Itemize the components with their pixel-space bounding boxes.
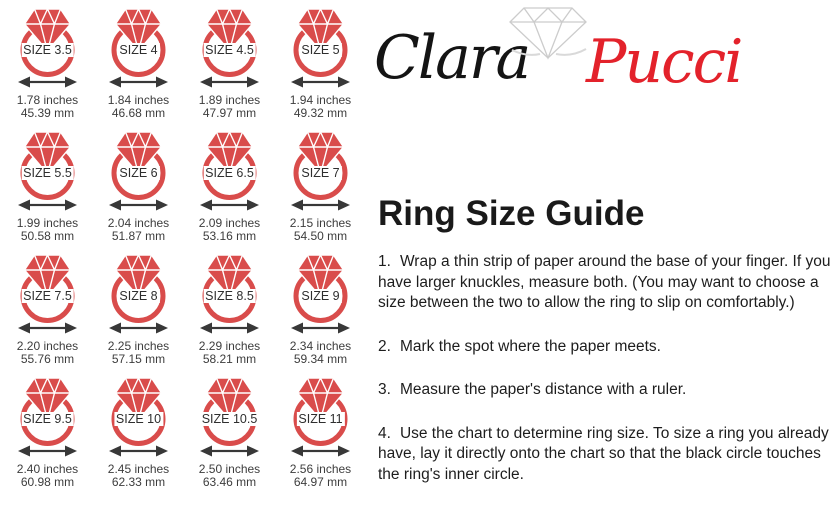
- ring-size-cell: [2, 6, 93, 129]
- ring-size-label: SIZE 4.5: [205, 43, 254, 57]
- diameter-arrow-icon: [291, 200, 350, 211]
- ring-size-cell: [275, 252, 366, 375]
- brand-logo: [372, 6, 792, 106]
- ring-size-label: SIZE 5: [301, 43, 340, 57]
- diameter-arrow-icon: [18, 446, 77, 457]
- diameter-arrow-icon: [291, 446, 350, 457]
- ring-mm: 55.76 mm: [20, 351, 75, 366]
- ring-size-label: SIZE 9.5: [23, 412, 72, 426]
- ring-measurements: [290, 463, 351, 488]
- ring-illustration: [93, 375, 184, 459]
- ring-measurements: [290, 94, 351, 119]
- ring-inches: 2.29 inches: [198, 339, 261, 353]
- ring-size-label: SIZE 8.5: [205, 289, 254, 303]
- ring-illustration: [93, 6, 184, 90]
- ring-size-cell: [93, 252, 184, 375]
- ring-size-label: SIZE 7: [301, 166, 340, 180]
- ring-illustration: [275, 375, 366, 459]
- ring-mm: 57.15 mm: [111, 351, 166, 366]
- ring-measurements: [17, 340, 78, 365]
- ring-size-label: SIZE 7.5: [23, 289, 72, 303]
- ring-illustration: [2, 375, 93, 459]
- ring-size-cell: [2, 129, 93, 252]
- ring-inches: 1.99 inches: [16, 216, 79, 230]
- diameter-arrow-icon: [109, 323, 168, 334]
- ring-size-label: SIZE 6: [119, 166, 158, 180]
- ring-measurements: [199, 217, 260, 242]
- ring-measurements: [290, 340, 351, 365]
- instruction-text: Measure the paper's distance with a ruler.: [399, 381, 687, 398]
- diameter-arrow-icon: [18, 323, 77, 334]
- ring-mm: 60.98 mm: [20, 474, 75, 489]
- ring-size-cell: [184, 252, 275, 375]
- ring-mm: 51.87 mm: [111, 228, 166, 243]
- ring-measurements: [108, 217, 169, 242]
- ring-inches: 1.89 inches: [198, 93, 261, 107]
- diameter-arrow-icon: [18, 77, 77, 88]
- ring-inches: 2.25 inches: [107, 339, 170, 353]
- instruction-number: 1.: [378, 253, 391, 270]
- ring-illustration: [184, 129, 275, 213]
- ring-size-cell: [184, 6, 275, 129]
- ring-mm: 58.21 mm: [202, 351, 257, 366]
- ring-mm: 62.33 mm: [111, 474, 166, 489]
- diameter-arrow-icon: [109, 446, 168, 457]
- ring-mm: 59.34 mm: [293, 351, 348, 366]
- ring-size-cell: [93, 375, 184, 498]
- ring-inches: 2.20 inches: [16, 339, 79, 353]
- ring-illustration: [184, 6, 275, 90]
- ring-mm: 47.97 mm: [202, 105, 257, 120]
- diameter-arrow-icon: [18, 200, 77, 211]
- ring-measurements: [199, 340, 260, 365]
- ring-measurements: [17, 217, 78, 242]
- ring-mm: 49.32 mm: [293, 105, 348, 120]
- ring-illustration: [2, 6, 93, 90]
- ring-mm: 50.58 mm: [20, 228, 75, 243]
- instruction-number: 2.: [378, 337, 391, 355]
- ring-size-label: SIZE 10: [115, 412, 162, 426]
- ring-size-cell: [275, 129, 366, 252]
- ring-mm: 53.16 mm: [202, 228, 257, 243]
- instruction-item: [378, 337, 834, 358]
- ring-inches: 2.04 inches: [107, 216, 170, 230]
- ring-measurements: [290, 217, 351, 242]
- ring-size-chart: [2, 6, 366, 498]
- diameter-arrow-icon: [291, 77, 350, 88]
- ring-mm: 64.97 mm: [293, 474, 348, 489]
- instruction-item: [378, 252, 834, 314]
- instruction-number: 4.: [378, 424, 391, 442]
- diameter-arrow-icon: [291, 323, 350, 334]
- ring-size-label: SIZE 10.5: [201, 412, 258, 426]
- ring-inches: 2.15 inches: [289, 216, 352, 230]
- ring-size-label: SIZE 3.5: [23, 43, 72, 57]
- ring-illustration: [93, 252, 184, 336]
- ring-illustration: [275, 252, 366, 336]
- ring-size-cell: [275, 375, 366, 498]
- diameter-arrow-icon: [200, 77, 259, 88]
- brand-word-clara: Clara: [374, 23, 530, 93]
- ring-size-cell: [275, 6, 366, 129]
- ring-illustration: [184, 252, 275, 336]
- ring-mm: 45.39 mm: [20, 105, 75, 120]
- ring-illustration: [2, 252, 93, 336]
- ring-measurements: [199, 94, 260, 119]
- ring-size-label: SIZE 8: [119, 289, 158, 303]
- brand-word-pucci: Pucci: [586, 27, 742, 97]
- ring-size-label: SIZE 9: [301, 289, 340, 303]
- ring-inches: 2.34 inches: [289, 339, 352, 353]
- ring-illustration: [2, 129, 93, 213]
- diameter-arrow-icon: [109, 200, 168, 211]
- ring-size-cell: [93, 129, 184, 252]
- diamond-icon: [498, 6, 598, 64]
- instructions-list: [378, 252, 834, 508]
- diameter-arrow-icon: [109, 77, 168, 88]
- ring-inches: 2.40 inches: [16, 462, 79, 476]
- instruction-item: [378, 380, 834, 401]
- instruction-item: [378, 424, 834, 486]
- ring-size-label: SIZE 5.5: [23, 166, 72, 180]
- ring-size-cell: [2, 375, 93, 498]
- ring-illustration: [184, 375, 275, 459]
- ring-measurements: [108, 463, 169, 488]
- instruction-number: 3.: [378, 381, 391, 398]
- ring-mm: 46.68 mm: [111, 105, 166, 120]
- instruction-text: Mark the spot where the paper meets.: [399, 337, 661, 355]
- diameter-arrow-icon: [200, 200, 259, 211]
- ring-illustration: [93, 129, 184, 213]
- ring-illustration: [275, 129, 366, 213]
- ring-size-cell: [2, 252, 93, 375]
- ring-size-label: SIZE 4: [119, 43, 158, 57]
- ring-size-label: SIZE 11: [298, 412, 343, 426]
- ring-size-cell: [93, 6, 184, 129]
- ring-illustration: [275, 6, 366, 90]
- ring-inches: 1.84 inches: [107, 93, 170, 107]
- ring-size-label: SIZE 6.5: [205, 166, 254, 180]
- ring-mm: 63.46 mm: [202, 474, 257, 489]
- ring-mm: 54.50 mm: [293, 228, 348, 243]
- ring-inches: 1.78 inches: [16, 93, 79, 107]
- instruction-text: Wrap a thin strip of paper around the base of your finger. If you have larger knuckles, measure both. (You may want to choose a size between the two to allow the ring to slip on comfortably.): [378, 253, 831, 311]
- ring-measurements: [17, 94, 78, 119]
- ring-inches: 2.45 inches: [107, 462, 170, 476]
- ring-measurements: [199, 463, 260, 488]
- ring-measurements: [108, 340, 169, 365]
- ring-size-cell: [184, 129, 275, 252]
- ring-size-cell: [184, 375, 275, 498]
- ring-inches: 2.50 inches: [198, 462, 261, 476]
- page-title: Ring Size Guide: [378, 194, 645, 233]
- ring-measurements: [17, 463, 78, 488]
- ring-inches: 1.94 inches: [289, 93, 352, 107]
- diameter-arrow-icon: [200, 446, 259, 457]
- instruction-text: Use the chart to determine ring size. To size a ring you already have, lay it directly onto the chart so that the black circle touches the ring's inner circle.: [378, 424, 829, 483]
- diameter-arrow-icon: [200, 323, 259, 334]
- ring-measurements: [108, 94, 169, 119]
- ring-inches: 2.09 inches: [198, 216, 261, 230]
- ring-inches: 2.56 inches: [289, 462, 352, 476]
